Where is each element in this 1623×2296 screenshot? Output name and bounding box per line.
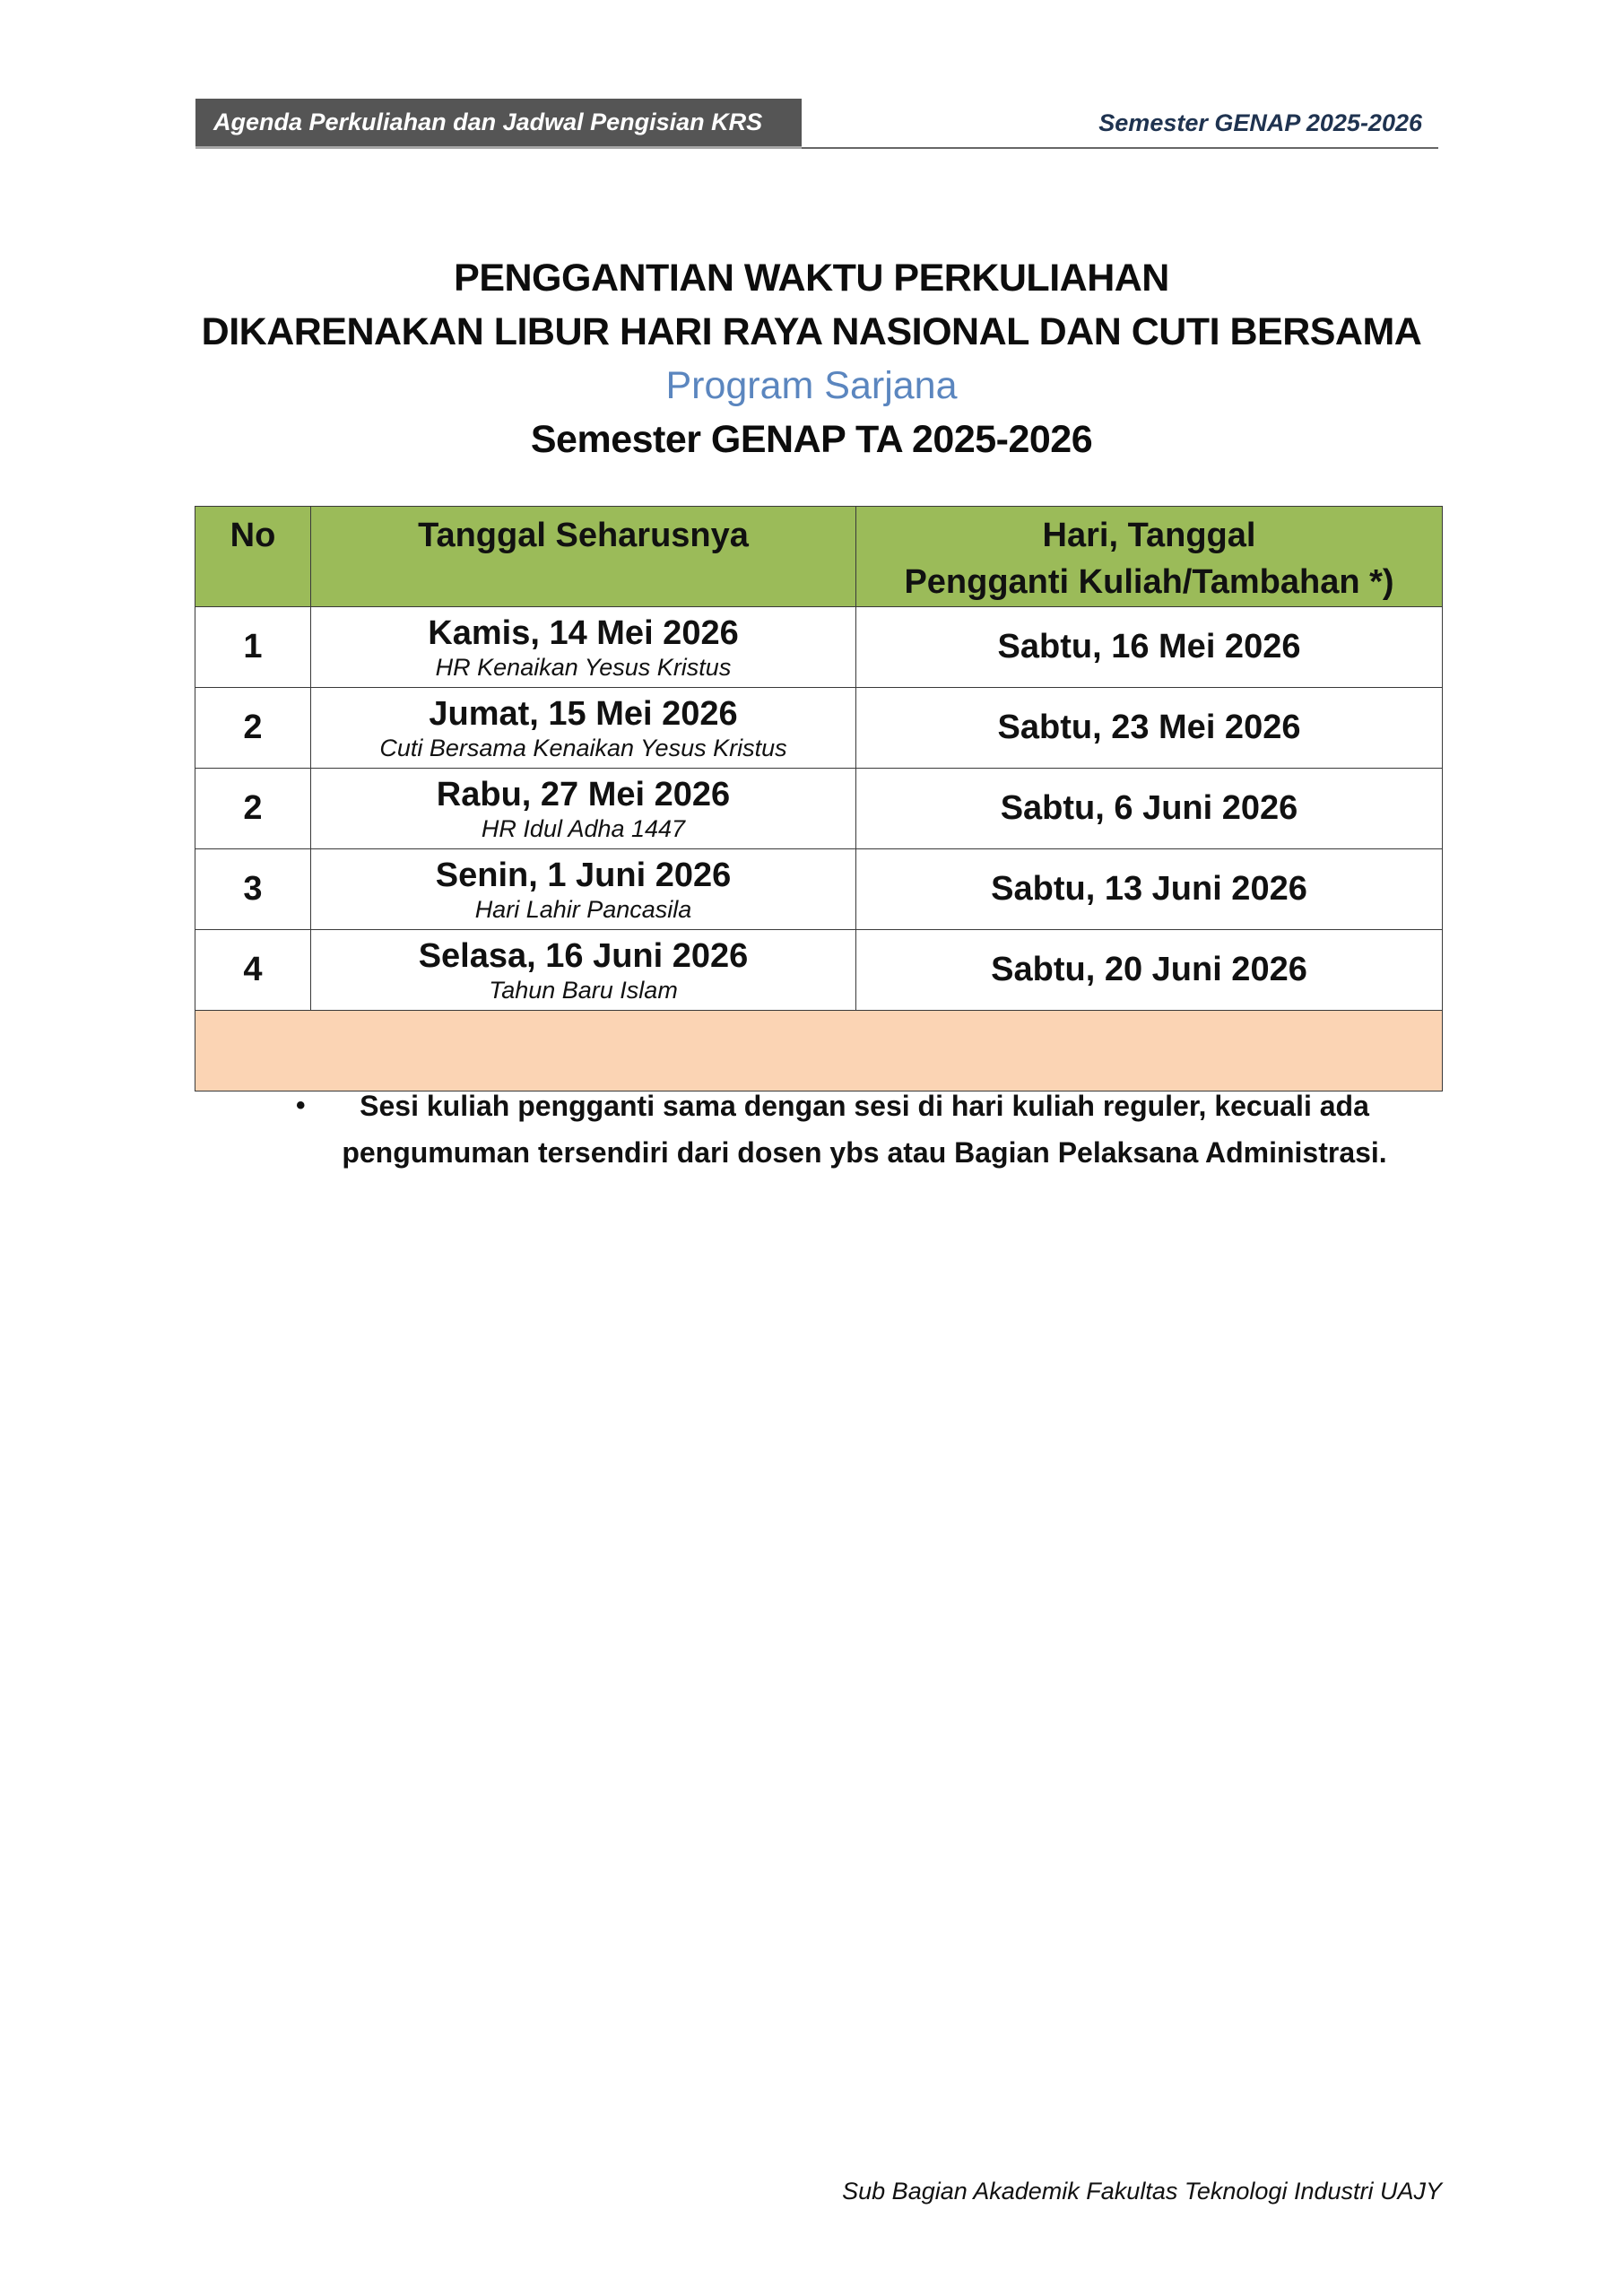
table-header-row [195,507,1443,607]
row-number: 2 [195,769,311,849]
row-number: 3 [195,849,311,930]
original-date: Selasa, 16 Juni 2026 [418,936,749,975]
note-text-line-2: pengumuman tersendiri dari dosen ybs atau Bagian Pelaksana Administrasi. [342,1136,1387,1169]
holiday-note: HR Idul Adha 1447 [481,814,686,842]
semester-subtitle: Semester GENAP TA 2025-2026 [530,418,1093,461]
original-date-cell [311,930,856,1011]
replacement-date: Sabtu, 6 Juni 2026 [856,769,1443,849]
replacement-schedule-table [195,506,1443,1091]
document-header [195,99,1438,149]
holiday-note: Cuti Bersama Kenaikan Yesus Kristus [379,734,787,761]
page-title-line-1: PENGGANTIAN WAKTU PERKULIAHAN [454,257,1169,300]
row-number: 1 [195,607,311,688]
table-row [195,688,1443,769]
replacement-date: Sabtu, 16 Mei 2026 [856,607,1443,688]
original-date: Rabu, 27 Mei 2026 [436,775,731,813]
header-left-bar [195,99,802,149]
original-date: Senin, 1 Juni 2026 [435,856,732,894]
note-list-item [296,1083,1417,1176]
column-header-replacement-line-2: Pengganti Kuliah/Tambahan *) [904,563,1394,601]
holiday-note: Tahun Baru Islam [489,976,678,1004]
page-title-line-2: DIKARENAKAN LIBUR HARI RAYA NASIONAL DAN CUTI BERSAMA [201,310,1422,353]
column-header-replacement [856,507,1443,607]
title-block [0,251,1623,466]
bullet-icon: • [296,1091,306,1120]
table-footer-cell [195,1011,1443,1091]
holiday-note: HR Kenaikan Yesus Kristus [435,653,732,681]
row-number: 2 [195,688,311,769]
header-right-title: Semester GENAP 2025-2026 [1098,109,1422,136]
column-header-replacement-line-1: Hari, Tanggal [1042,517,1256,554]
page-footer: Sub Bagian Akademik Fakultas Teknologi Industri UAJY [842,2178,1442,2205]
column-header-no: No [195,507,311,607]
header-left-title: Agenda Perkuliahan dan Jadwal Pengisian KRS [213,109,763,135]
table-row [195,607,1443,688]
original-date-cell [311,769,856,849]
replacement-date: Sabtu, 20 Juni 2026 [856,930,1443,1011]
column-header-date: Tanggal Seharusnya [311,507,856,607]
original-date-cell [311,607,856,688]
table-row [195,769,1443,849]
table-row [195,930,1443,1011]
note-text-line-1: Sesi kuliah pengganti sama dengan sesi di hari kuliah reguler, kecuali ada [360,1090,1369,1122]
replacement-date: Sabtu, 23 Mei 2026 [856,688,1443,769]
row-number: 4 [195,930,311,1011]
holiday-note: Hari Lahir Pancasila [474,895,692,923]
original-date: Jumat, 15 Mei 2026 [429,694,738,733]
note-text [335,1083,1393,1176]
original-date: Kamis, 14 Mei 2026 [428,613,739,652]
header-right-bar [802,99,1438,149]
program-subtitle: Program Sarjana [665,364,958,407]
table-row [195,849,1443,930]
table-footer-row [195,1011,1443,1091]
replacement-date: Sabtu, 13 Juni 2026 [856,849,1443,930]
original-date-cell [311,849,856,930]
original-date-cell [311,688,856,769]
